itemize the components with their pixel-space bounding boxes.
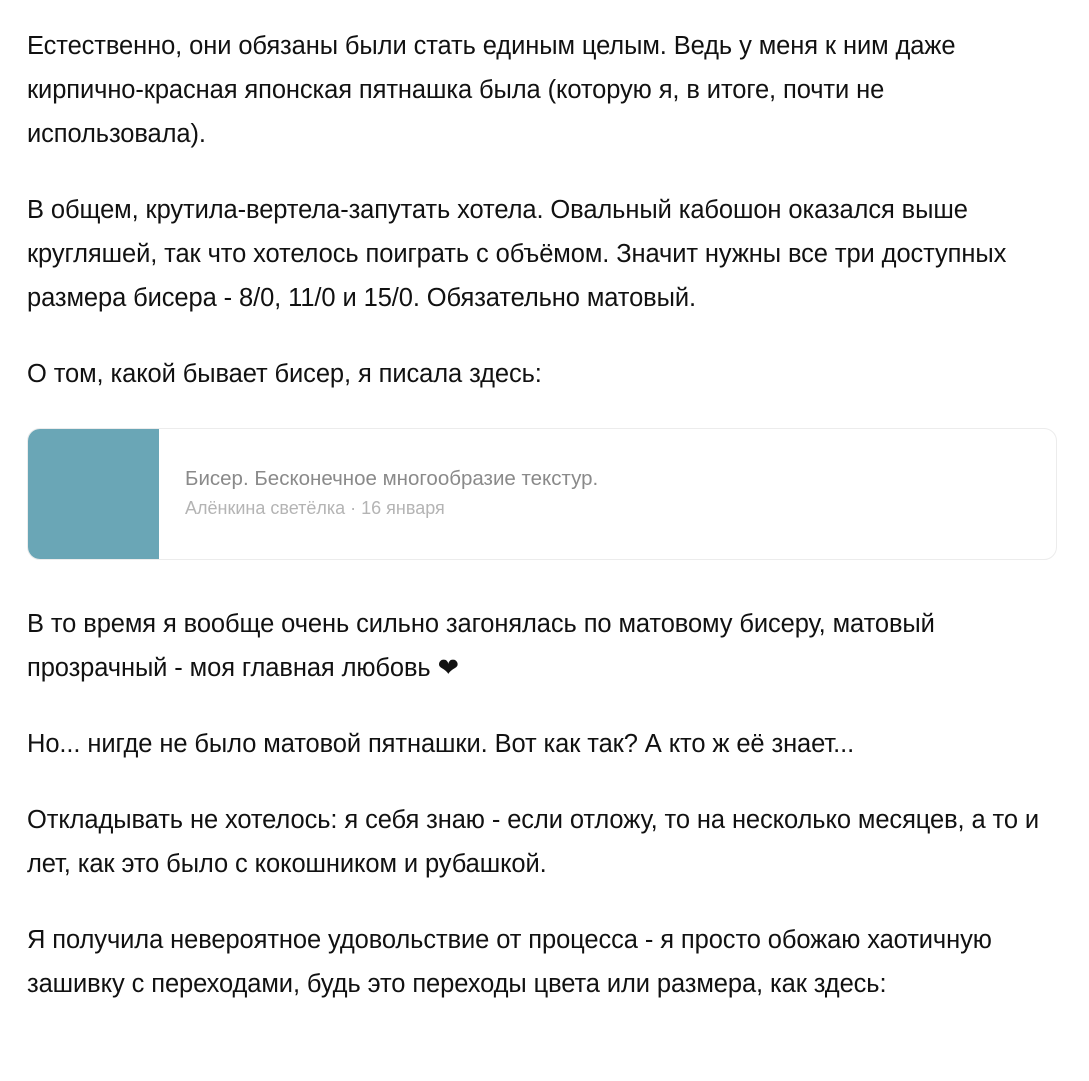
article-link-card[interactable] — [27, 428, 1057, 560]
link-card-thumbnail — [28, 429, 159, 559]
paragraph-5: Но... нигде не было матовой пятнашки. Вот как так? А кто ж её знает... — [27, 730, 855, 758]
link-card-title[interactable]: Бисер. Бесконечное многообразие текстур. — [185, 467, 599, 490]
link-card-meta: Алёнкина светёлка · 16 января — [185, 498, 445, 518]
article-body — [27, 24, 1057, 1038]
link-card-body — [159, 429, 598, 559]
paragraph-1: Естественно, они обязаны были стать единым целым. Ведь у меня к ним даже кирпично-красная японская пятнашка была (которую я, в итоге, почти не использовала). — [27, 32, 956, 148]
paragraph-4-text: В то время я вообще очень сильно загонялась по матовому бисеру, матовый прозрачный - моя главная любовь — [27, 610, 935, 682]
paragraph-6: Откладывать не хотелось: я себя знаю - если отложу, то на несколько месяцев, а то и лет, как это было с кокошником и рубашкой. — [27, 806, 1040, 878]
paragraph-7: Я получила невероятное удовольствие от процесса - я просто обожаю хаотичную зашивку с переходами, будь это переходы цвета или размера, как здесь: — [27, 926, 992, 998]
heart-icon: ❤ — [437, 654, 459, 682]
paragraph-2: В общем, крутила-вертела-запутать хотела. Овальный кабошон оказался выше кругляшей, так что хотелось поиграть с объёмом. Значит нужны все три доступных размера бисера - 8/0, 11/0 и 15/0. Обязательно матовый. — [27, 196, 1007, 312]
paragraph-4 — [27, 602, 1057, 690]
paragraph-3: О том, какой бывает бисер, я писала здесь: — [27, 360, 542, 388]
